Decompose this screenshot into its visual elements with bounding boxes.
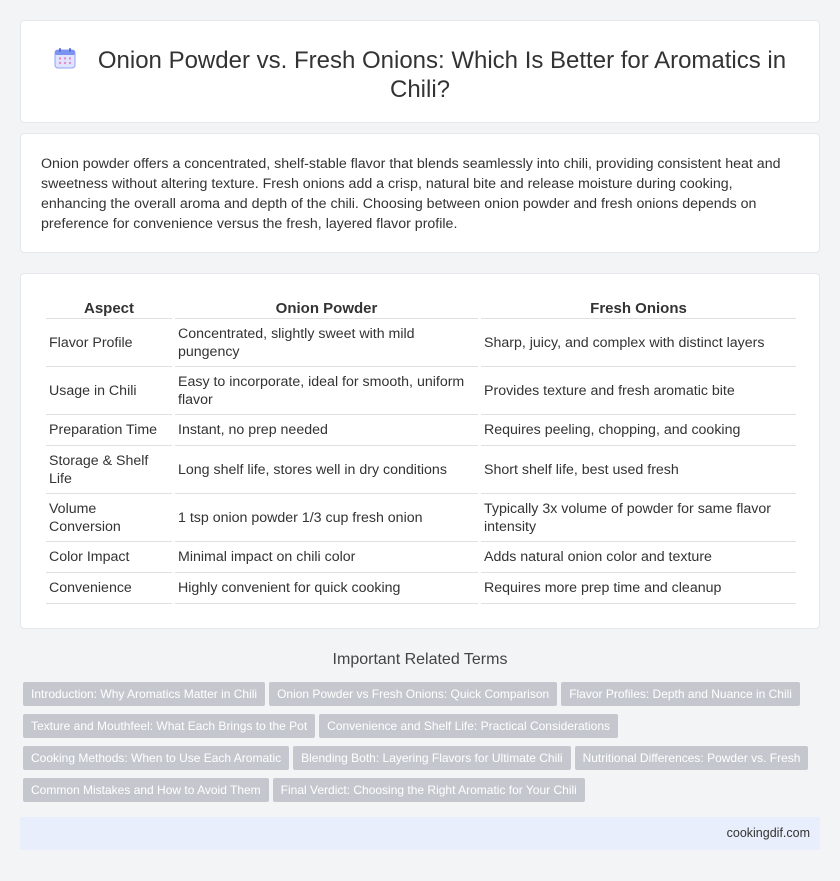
related-tag[interactable]: Nutritional Differences: Powder vs. Fresh — [575, 746, 809, 770]
related-tag[interactable]: Flavor Profiles: Depth and Nuance in Chili — [561, 682, 800, 706]
table-cell: Color Impact — [46, 542, 172, 573]
related-terms-title: Important Related Terms — [332, 651, 508, 668]
intro-paragraph: Onion powder offers a concentrated, shelf-stable flavor that blends seamlessly into chili, providing consistent heat and sweetness without altering texture. Fresh onions add a crisp, natural bite and release moisture during cooking, enhancing the overall aroma and depth of the chili. Choosing between onion powder and fresh onions depends on preference for convenience versus the fresh, layered flavor profile. — [41, 156, 781, 232]
header-card — [20, 20, 820, 123]
table-row — [46, 319, 796, 367]
comparison-table — [43, 294, 799, 604]
header-onion-powder: Onion Powder — [175, 294, 478, 319]
table-cell: Usage in Chili — [46, 367, 172, 415]
table-row — [46, 542, 796, 573]
table-cell: Easy to incorporate, ideal for smooth, uniform flavor — [175, 367, 478, 415]
table-cell: Concentrated, slightly sweet with mild pungency — [175, 319, 478, 367]
page-title: Onion Powder vs. Fresh Onions: Which Is Better for Aromatics in Chili? — [97, 47, 787, 103]
related-tag[interactable]: Final Verdict: Choosing the Right Aromatic for Your Chili — [273, 778, 585, 802]
table-row — [46, 367, 796, 415]
related-tag[interactable]: Common Mistakes and How to Avoid Them — [23, 778, 269, 802]
table-row — [46, 446, 796, 494]
related-tag[interactable]: Cooking Methods: When to Use Each Aromatic — [23, 746, 289, 770]
calendar-icon — [54, 47, 76, 69]
table-cell: Storage & Shelf Life — [46, 446, 172, 494]
footer — [20, 817, 820, 850]
table-cell: Requires peeling, chopping, and cooking — [481, 415, 796, 446]
related-tag[interactable]: Blending Both: Layering Flavors for Ultimate Chili — [293, 746, 570, 770]
related-tags — [23, 682, 823, 810]
table-cell: Flavor Profile — [46, 319, 172, 367]
table-cell: Instant, no prep needed — [175, 415, 478, 446]
table-cell: Long shelf life, stores well in dry conditions — [175, 446, 478, 494]
table-row — [46, 494, 796, 542]
table-row — [46, 573, 796, 604]
table-cell: Minimal impact on chili color — [175, 542, 478, 573]
footer-site-link[interactable]: cookingdif.com — [726, 826, 810, 840]
comparison-card — [20, 273, 820, 629]
table-cell: Sharp, juicy, and complex with distinct layers — [481, 319, 796, 367]
related-tag[interactable]: Onion Powder vs Fresh Onions: Quick Comparison — [269, 682, 557, 706]
header-aspect: Aspect — [46, 294, 172, 319]
related-tag[interactable]: Texture and Mouthfeel: What Each Brings to the Pot — [23, 714, 315, 738]
table-cell: Preparation Time — [46, 415, 172, 446]
related-tag[interactable]: Introduction: Why Aromatics Matter in Chili — [23, 682, 265, 706]
table-cell: 1 tsp onion powder 1/3 cup fresh onion — [175, 494, 478, 542]
header-fresh-onions: Fresh Onions — [481, 294, 796, 319]
table-cell: Convenience — [46, 573, 172, 604]
table-row — [46, 415, 796, 446]
table-cell: Provides texture and fresh aromatic bite — [481, 367, 796, 415]
page-title-wrap — [21, 46, 819, 104]
table-cell: Highly convenient for quick cooking — [175, 573, 478, 604]
table-cell: Adds natural onion color and texture — [481, 542, 796, 573]
related-tag[interactable]: Convenience and Shelf Life: Practical Considerations — [319, 714, 618, 738]
table-cell: Typically 3x volume of powder for same flavor intensity — [481, 494, 796, 542]
table-cell: Short shelf life, best used fresh — [481, 446, 796, 494]
table-header-row — [46, 294, 796, 319]
intro-card — [20, 133, 820, 253]
table-cell: Volume Conversion — [46, 494, 172, 542]
table-cell: Requires more prep time and cleanup — [481, 573, 796, 604]
